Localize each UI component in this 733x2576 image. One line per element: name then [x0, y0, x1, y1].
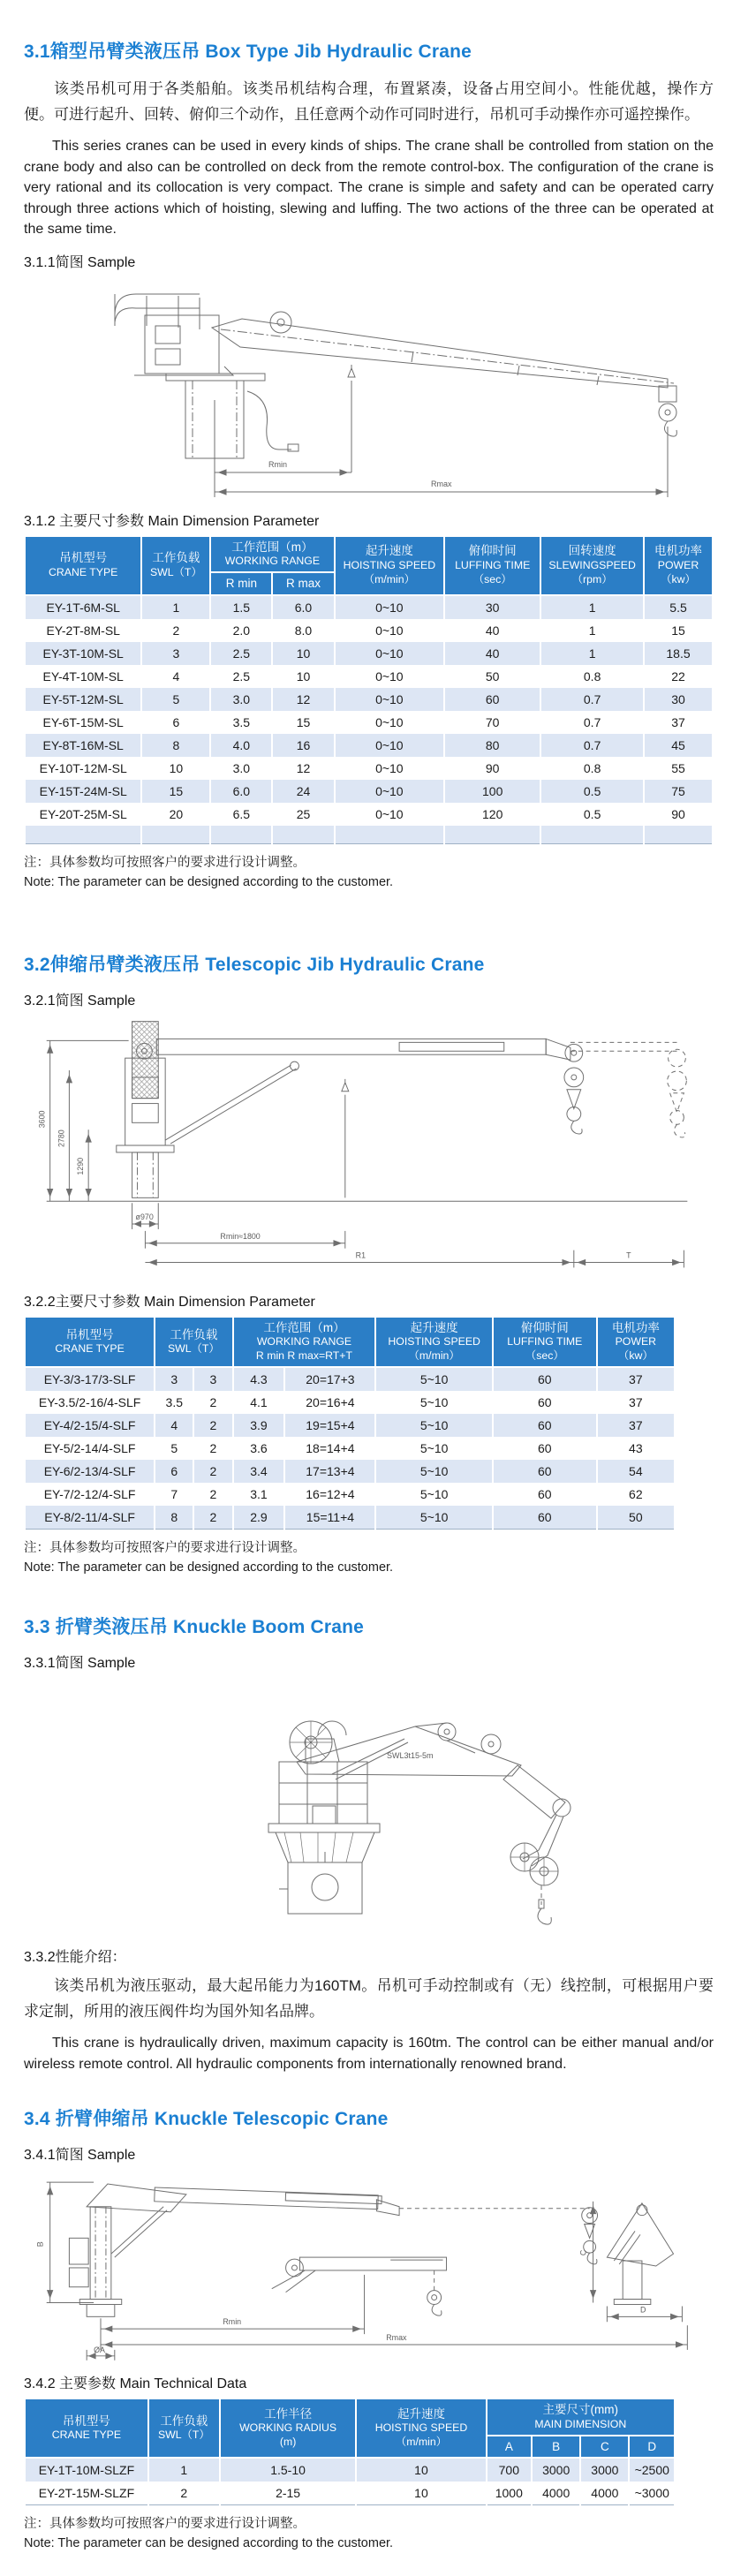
section-3-3-paragraph-en: This crane is hydraulically driven, maximum capacity is 160tm. The control can be either manual and/or wireless remote control. All hydraulic components from internationally renowned brand. — [24, 2036, 714, 2072]
col-main-dimension: 主要尺寸(mm) MAIN DIMENSION — [487, 2398, 675, 2436]
table-cell: 30 — [644, 688, 713, 711]
table-cell: 0~10 — [335, 688, 445, 711]
col-crane-type: 吊机型号 CRANE TYPE — [25, 536, 141, 595]
table-cell: 24 — [272, 780, 334, 803]
col-r-max: R max — [272, 572, 334, 595]
table-cell: 0.7 — [540, 734, 644, 757]
dim-label-1290: 1290 — [76, 1157, 86, 1175]
table-cell: 60 — [444, 688, 540, 711]
table-row — [25, 619, 713, 642]
table-row — [25, 665, 713, 688]
table-cell: 1.5 — [210, 595, 272, 619]
note-zh: 注：具体参数均可按照客户的要求进行设计调整。 — [24, 855, 306, 870]
table-cell: EY-8/2-11/4-SLF — [25, 1506, 155, 1530]
dim-label-rmin: Rmin — [268, 459, 287, 469]
table-cell: 2 — [193, 1391, 232, 1414]
table-row — [25, 757, 713, 780]
table-cell: EY-15T-24M-SL — [25, 780, 141, 803]
table-cell: EY-4/2-15/4-SLF — [25, 1414, 155, 1437]
table-cell: 19=15+4 — [284, 1414, 375, 1437]
table-cell: 30 — [444, 595, 540, 619]
table-cell: 2 — [193, 1414, 232, 1437]
boom-swl-label: SWL3t15-5m — [386, 1751, 434, 1761]
table-cell: EY-1T-10M-SLZF — [25, 2458, 148, 2482]
table-cell — [644, 826, 713, 844]
table-header-row — [25, 2398, 675, 2436]
note-en: Note: The parameter can be designed according to the customer. — [24, 1560, 394, 1575]
table-cell: EY-1T-6M-SL — [25, 595, 141, 619]
table-note — [24, 853, 714, 892]
table-cell: 8 — [141, 734, 210, 757]
col-working-range: 工作范围（m） WORKING RANGE R min R max=RT+T — [233, 1317, 376, 1368]
table-cell: 50 — [444, 665, 540, 688]
table-cell: EY-10T-12M-SL — [25, 757, 141, 780]
table-cell: 2 — [193, 1437, 232, 1460]
table-cell: 16=12+4 — [284, 1483, 375, 1506]
table-cell: EY-5/2-14/4-SLF — [25, 1437, 155, 1460]
table-cell: 4.0 — [210, 734, 272, 757]
col-working-radius: 工作半径 WORKING RADIUS (m) — [220, 2398, 357, 2458]
knuckle-boom-crane-drawing — [95, 1677, 643, 1935]
table-row — [25, 1391, 675, 1414]
table-cell: 17=13+4 — [284, 1460, 375, 1483]
main-dimension-table-3-2-2 — [24, 1316, 676, 1530]
table-cell: 5~10 — [375, 1391, 492, 1414]
table-row — [25, 826, 713, 844]
table-cell — [335, 826, 445, 844]
table-note — [24, 1538, 714, 1577]
table-row — [25, 2482, 675, 2505]
table-cell: 60 — [493, 1437, 597, 1460]
telescopic-jib-crane-drawing — [24, 1015, 714, 1280]
table-row — [25, 1367, 675, 1391]
table-cell: 2.9 — [233, 1506, 285, 1530]
table-row — [25, 688, 713, 711]
table-cell: 1000 — [487, 2482, 533, 2505]
table-cell: 37 — [597, 1414, 675, 1437]
table-cell: 40 — [444, 642, 540, 665]
section-3-2-2-table-heading: 3.2.2主要尺寸参数 Main Dimension Parameter — [24, 1294, 315, 1310]
note-zh: 注：具体参数均可按照客户的要求进行设计调整。 — [24, 2517, 306, 2532]
col-hoisting-speed: 起升速度 HOISTING SPEED （m/min） — [375, 1317, 492, 1368]
table-cell: 20 — [141, 803, 210, 826]
table-cell: 10 — [356, 2458, 486, 2482]
table-cell: 15 — [644, 619, 713, 642]
table-cell: 25 — [272, 803, 334, 826]
dim-label-dia970: ø970 — [135, 1212, 154, 1221]
col-dim-b: B — [532, 2436, 580, 2459]
dim-label-rmax: Rmax — [430, 479, 452, 488]
section-3-1-paragraph-en: This series cranes can be used in every kinds of ships. The crane shall be controlled from station on the crane body and also can be controlled on deck from the remote control-box. The configuration of the crane is very rational and its collocation is very compact. The crane is simple and safety and can be operated carry through three actions which of hoisting, slewing and luffing. The two actions of the three can be operated at the same time. — [24, 139, 714, 237]
table-cell — [272, 826, 334, 844]
table-cell: 3000 — [532, 2458, 580, 2482]
table-cell: 0~10 — [335, 780, 445, 803]
dim-label-b: B — [35, 2241, 45, 2247]
table-cell: 4000 — [580, 2482, 629, 2505]
table-cell: 5.5 — [644, 595, 713, 619]
table-cell: 90 — [644, 803, 713, 826]
table-cell: 18.5 — [644, 642, 713, 665]
table-cell: 90 — [444, 757, 540, 780]
section-3-2-1-sample-label: 3.2.1简图 Sample — [24, 993, 136, 1008]
table-row — [25, 1414, 675, 1437]
table-cell: 37 — [644, 711, 713, 734]
table-cell: 2 — [193, 1506, 232, 1530]
dim-label-c: C — [578, 2249, 588, 2256]
table-cell: 10 — [141, 757, 210, 780]
table-cell: 54 — [597, 1460, 675, 1483]
table-cell: 5~10 — [375, 1460, 492, 1483]
table-cell: 20=16+4 — [284, 1391, 375, 1414]
table-cell: ~2500 — [629, 2458, 675, 2482]
table-cell: 55 — [644, 757, 713, 780]
table-cell — [210, 826, 272, 844]
table-cell: 100 — [444, 780, 540, 803]
table-cell: 1 — [540, 619, 644, 642]
col-hoisting-speed: 起升速度 HOISTING SPEED （m/min） — [356, 2398, 486, 2458]
table-cell: 3.4 — [233, 1460, 285, 1483]
col-dim-c: C — [580, 2436, 629, 2459]
table-cell: 0.7 — [540, 688, 644, 711]
table-cell — [540, 826, 644, 844]
box-jib-crane-diagram — [24, 276, 714, 499]
col-swl: 工作负载 SWL（T） — [155, 1317, 232, 1368]
knuckle-boom-crane-diagram — [24, 1677, 714, 1935]
dim-label-dia-a: ØA — [94, 2345, 105, 2354]
table-cell: 4000 — [532, 2482, 580, 2505]
table-cell: 0~10 — [335, 803, 445, 826]
section-3-4-1-sample-label: 3.4.1简图 Sample — [24, 2148, 136, 2164]
table-cell: 3.0 — [210, 688, 272, 711]
dim-label-2780: 2780 — [57, 1129, 66, 1147]
table-cell: 37 — [597, 1367, 675, 1391]
table-cell: ~3000 — [629, 2482, 675, 2505]
table-cell: 75 — [644, 780, 713, 803]
table-cell — [444, 826, 540, 844]
table-cell — [25, 826, 141, 844]
note-zh: 注：具体参数均可按照客户的要求进行设计调整。 — [24, 1541, 306, 1556]
table-cell: 10 — [272, 642, 334, 665]
col-luffing-time: 俯仰时间 LUFFING TIME （sec） — [444, 536, 540, 595]
table-cell: 2 — [193, 1483, 232, 1506]
table-header-row — [25, 1317, 675, 1368]
table-cell: 3 — [193, 1367, 232, 1391]
table-cell: 0~10 — [335, 619, 445, 642]
table-cell: 10 — [356, 2482, 486, 2505]
note-en: Note: The parameter can be designed according to the customer. — [24, 2536, 394, 2551]
table-cell: 6.0 — [272, 595, 334, 619]
table-cell: 12 — [272, 757, 334, 780]
table-cell: 4 — [155, 1414, 193, 1437]
table-cell: 2.5 — [210, 642, 272, 665]
table-cell: 3000 — [580, 2458, 629, 2482]
section-3-1-title: 3.1箱型吊臂类液压吊 Box Type Jib Hydraulic Crane — [24, 42, 472, 62]
col-power: 电机功率 POWER （kw） — [597, 1317, 675, 1368]
table-cell: 2 — [193, 1460, 232, 1483]
table-cell: 45 — [644, 734, 713, 757]
table-cell: 5~10 — [375, 1414, 492, 1437]
table-cell: 5~10 — [375, 1437, 492, 1460]
table-cell: EY-7/2-12/4-SLF — [25, 1483, 155, 1506]
table-cell: EY-20T-25M-SL — [25, 803, 141, 826]
table-row — [25, 642, 713, 665]
dim-label-rmin4: Rmin — [223, 2317, 242, 2327]
table-cell: 0.7 — [540, 711, 644, 734]
table-cell: 12 — [272, 688, 334, 711]
table-cell: 2.5 — [210, 665, 272, 688]
table-cell: EY-6/2-13/4-SLF — [25, 1460, 155, 1483]
table-row — [25, 1437, 675, 1460]
table-cell: 1.5-10 — [220, 2458, 357, 2482]
table-cell: 2-15 — [220, 2482, 357, 2505]
table-cell: 60 — [493, 1483, 597, 1506]
table-cell: 5~10 — [375, 1506, 492, 1530]
table-cell: 15 — [141, 780, 210, 803]
table-row — [25, 780, 713, 803]
table-cell: EY-3/3-17/3-SLF — [25, 1367, 155, 1391]
dim-label-rmin2: Rmin≈1800 — [220, 1231, 261, 1241]
table-row — [25, 734, 713, 757]
section-3-3-title: 3.3 折臂类液压吊 Knuckle Boom Crane — [24, 1617, 365, 1638]
table-cell: 2 — [141, 619, 210, 642]
section-3-1-paragraph-zh: 该类吊机可用于各类船舶。该类吊机结构合理，布置紧凑，设备占用空间小。性能优越，操作方便。可进行起升、回转、俯仰三个动作，且任意两个动作可同时进行，吊机可手动操作亦可遥控操作。 — [24, 80, 714, 123]
note-en: Note: The parameter can be designed according to the customer. — [24, 874, 394, 889]
table-cell: 8.0 — [272, 619, 334, 642]
col-r-min: R min — [210, 572, 272, 595]
section-3-3-2-perf-heading: 3.3.2性能介绍： — [24, 1950, 126, 1966]
table-cell: 20=17+3 — [284, 1367, 375, 1391]
table-cell: 3.9 — [233, 1414, 285, 1437]
table-cell: 2.0 — [210, 619, 272, 642]
table-cell: 8 — [155, 1506, 193, 1530]
table-cell: 0~10 — [335, 734, 445, 757]
col-dim-d: D — [629, 2436, 675, 2459]
dim-label-d: D — [639, 2305, 646, 2315]
section-3-1-2-table-heading: 3.1.2 主要尺寸参数 Main Dimension Parameter — [24, 513, 320, 529]
table-cell: 6 — [155, 1460, 193, 1483]
table-cell: 60 — [493, 1391, 597, 1414]
dim-label-rmax4: Rmax — [386, 2333, 407, 2343]
table-cell: EY-3T-10M-SL — [25, 642, 141, 665]
table-cell — [141, 826, 210, 844]
table-cell: 10 — [272, 665, 334, 688]
col-luffing-time: 俯仰时间 LUFFING TIME （sec） — [493, 1317, 597, 1368]
col-swl: 工作负载 SWL（T） — [141, 536, 210, 595]
section-3-4-2-table-heading: 3.4.2 主要参数 Main Technical Data — [24, 2376, 247, 2392]
main-dimension-table-3-1-2 — [24, 535, 714, 844]
section-3-3-paragraph-zh: 该类吊机为液压驱动，最大起吊能力为160TM。吊机可手动控制或有（无）线控制，可根据用户要求定制，所用的液压阀件均为国外知名品牌。 — [24, 1977, 714, 2021]
table-row — [25, 803, 713, 826]
table-cell: 3 — [155, 1367, 193, 1391]
table-cell: 3.1 — [233, 1483, 285, 1506]
box-jib-crane-drawing — [60, 276, 678, 499]
table-cell: 6.5 — [210, 803, 272, 826]
table-cell: 18=14+4 — [284, 1437, 375, 1460]
table-cell: 0~10 — [335, 665, 445, 688]
table-cell: 3 — [141, 642, 210, 665]
col-hoisting-speed: 起升速度 HOISTING SPEED （m/min） — [335, 536, 445, 595]
col-slewing-speed: 回转速度 SLEWINGSPEED （rpm） — [540, 536, 644, 595]
table-cell: 3.6 — [233, 1437, 285, 1460]
table-row — [25, 595, 713, 619]
table-cell: 5~10 — [375, 1483, 492, 1506]
table-cell: 0.8 — [540, 665, 644, 688]
dim-label-3600: 3600 — [37, 1110, 47, 1128]
col-power: 电机功率 POWER （kw） — [644, 536, 713, 595]
table-cell: EY-3.5/2-16/4-SLF — [25, 1391, 155, 1414]
table-cell: 1 — [141, 595, 210, 619]
table-cell: 120 — [444, 803, 540, 826]
section-3-1-1-sample-label: 3.1.1简图 Sample — [24, 254, 136, 270]
table-cell: 60 — [493, 1367, 597, 1391]
table-cell: 1 — [540, 595, 644, 619]
table-cell: 70 — [444, 711, 540, 734]
table-cell: 0~10 — [335, 642, 445, 665]
table-cell: EY-5T-12M-SL — [25, 688, 141, 711]
col-crane-type: 吊机型号 CRANE TYPE — [25, 1317, 155, 1368]
main-technical-data-table-3-4-2 — [24, 2398, 676, 2505]
table-cell: EY-2T-8M-SL — [25, 619, 141, 642]
table-cell: 3.5 — [210, 711, 272, 734]
table-cell: 1 — [148, 2458, 220, 2482]
table-cell: EY-2T-15M-SLZF — [25, 2482, 148, 2505]
table-cell: 3.5 — [155, 1391, 193, 1414]
table-cell: 16 — [272, 734, 334, 757]
table-cell: 22 — [644, 665, 713, 688]
table-cell: 0~10 — [335, 711, 445, 734]
table-row — [25, 1460, 675, 1483]
table-cell: 40 — [444, 619, 540, 642]
table-note — [24, 2514, 714, 2553]
table-cell: 700 — [487, 2458, 533, 2482]
table-cell: 2 — [148, 2482, 220, 2505]
table-cell: 0.5 — [540, 803, 644, 826]
table-cell: 4 — [141, 665, 210, 688]
table-cell: 4.1 — [233, 1391, 285, 1414]
table-cell: EY-4T-10M-SL — [25, 665, 141, 688]
knuckle-telescopic-crane-diagram — [24, 2169, 714, 2361]
table-header-row — [25, 536, 713, 573]
table-row — [25, 1506, 675, 1530]
table-cell: 4.3 — [233, 1367, 285, 1391]
table-cell: 80 — [444, 734, 540, 757]
table-row — [25, 2458, 675, 2482]
table-cell: 0~10 — [335, 757, 445, 780]
table-cell: 6.0 — [210, 780, 272, 803]
section-3-3-1-sample-label: 3.3.1简图 Sample — [24, 1656, 136, 1672]
section-3-4-title: 3.4 折臂伸缩吊 Knuckle Telescopic Crane — [24, 2109, 389, 2130]
table-cell: 7 — [155, 1483, 193, 1506]
table-row — [25, 711, 713, 734]
knuckle-telescopic-crane-drawing — [24, 2169, 714, 2361]
table-cell: 43 — [597, 1437, 675, 1460]
table-cell: 50 — [597, 1506, 675, 1530]
table-cell: 60 — [493, 1414, 597, 1437]
table-cell: 15=11+4 — [284, 1506, 375, 1530]
telescopic-jib-crane-diagram — [24, 1015, 714, 1280]
table-row — [25, 1483, 675, 1506]
section-3-2-title: 3.2伸缩吊臂类液压吊 Telescopic Jib Hydraulic Crane — [24, 954, 485, 975]
table-cell: 37 — [597, 1391, 675, 1414]
col-dim-a: A — [487, 2436, 533, 2459]
table-cell: 6 — [141, 711, 210, 734]
dim-label-t: T — [626, 1250, 631, 1260]
table-cell: 5 — [141, 688, 210, 711]
table-cell: 60 — [493, 1460, 597, 1483]
dim-label-r1: R1 — [355, 1250, 366, 1260]
table-cell: 5~10 — [375, 1367, 492, 1391]
table-cell: EY-6T-15M-SL — [25, 711, 141, 734]
table-cell: 3.0 — [210, 757, 272, 780]
table-cell: 0~10 — [335, 595, 445, 619]
col-swl: 工作负载 SWL（T） — [148, 2398, 220, 2458]
table-cell: 5 — [155, 1437, 193, 1460]
col-working-range: 工作范围（m） WORKING RANGE — [210, 536, 334, 573]
table-cell: 0.5 — [540, 780, 644, 803]
table-cell: 60 — [493, 1506, 597, 1530]
table-cell: 1 — [540, 642, 644, 665]
table-cell: EY-8T-16M-SL — [25, 734, 141, 757]
col-crane-type: 吊机型号 CRANE TYPE — [25, 2398, 148, 2458]
table-cell: 15 — [272, 711, 334, 734]
table-cell: 62 — [597, 1483, 675, 1506]
table-cell: 0.8 — [540, 757, 644, 780]
